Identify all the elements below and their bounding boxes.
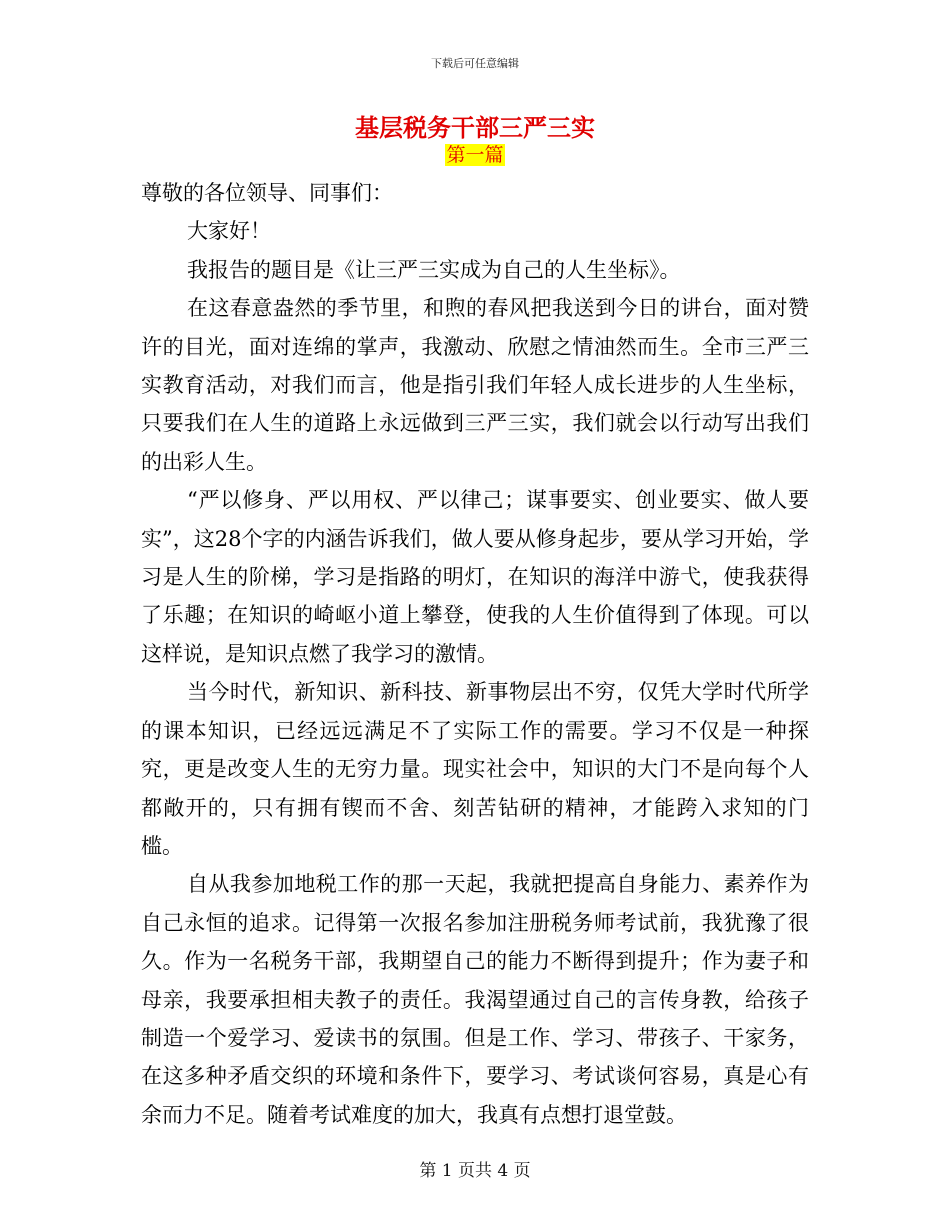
subtitle-container [0,144,950,166]
document-title: 基层税务干部三严三实 [355,113,595,142]
paragraph: “严以修身、严以用权、严以律己；谋事要实、创业要实、做人要实”，这28个字的内涵告诉我们，做人要从修身起步，要从学习开始，学习是人生的阶梯，学习是指路的明灯，在知识的海洋中游弋，使我获得了乐趣；在知识的崎岖小道上攀登，使我的人生价值得到了体现。可以这样说，是知识点燃了我学习的激情。 [141,488,809,666]
document-body [141,174,809,1134]
paragraph: 当今时代，新知识、新科技、新事物层出不穷，仅凭大学时代所学的课本知识，已经远远满足不了实际工作的需要。学习不仅是一种探究，更是改变人生的无穷力量。现实社会中，知识的大门不是向每个人都敞开的，只有拥有锲而不舍、刻苦钻研的精神，才能跨入求知的门槛。 [141,680,809,858]
header-note: 下载后可任意编辑 [431,57,519,70]
section-subtitle: 第一篇 [446,144,504,166]
paragraph-topic: 我报告的题目是《让三严三实成为自己的人生坐标》。 [187,257,681,282]
salutation: 尊敬的各位领导、同事们： [141,181,393,205]
paragraph: 在这春意盎然的季节里，和煦的春风把我送到今日的讲台，面对赞许的目光，面对连绵的掌声，我激动、欣慰之情油然而生。全市三严三实教育活动，对我们而言，他是指引我们年轻人成长进步的人生坐标，只要我们在人生的道路上永远做到三严三实，我们就会以行动写出我们的出彩人生。 [141,296,809,474]
page-footer: 第 1 页共 4 页 [419,1161,531,1181]
greeting: 大家好！ [187,219,271,244]
paragraph: 自从我参加地税工作的那一天起，我就把提高自身能力、素养作为自己永恒的追求。记得第一次报名参加注册税务师考试前，我犹豫了很久。作为一名税务干部，我期望自己的能力不断得到提升；作为妻子和母亲，我要承担相夫教子的责任。我渴望通过自己的言传身教，给孩子制造一个爱学习、爱读书的氛围。但是工作、学习、带孩子、干家务，在这多种矛盾交织的环境和条件下，要学习、考试谈何容易，真是心有余而力不足。随着考试难度的加大，我真有点想打退堂鼓。 [141,872,809,1127]
